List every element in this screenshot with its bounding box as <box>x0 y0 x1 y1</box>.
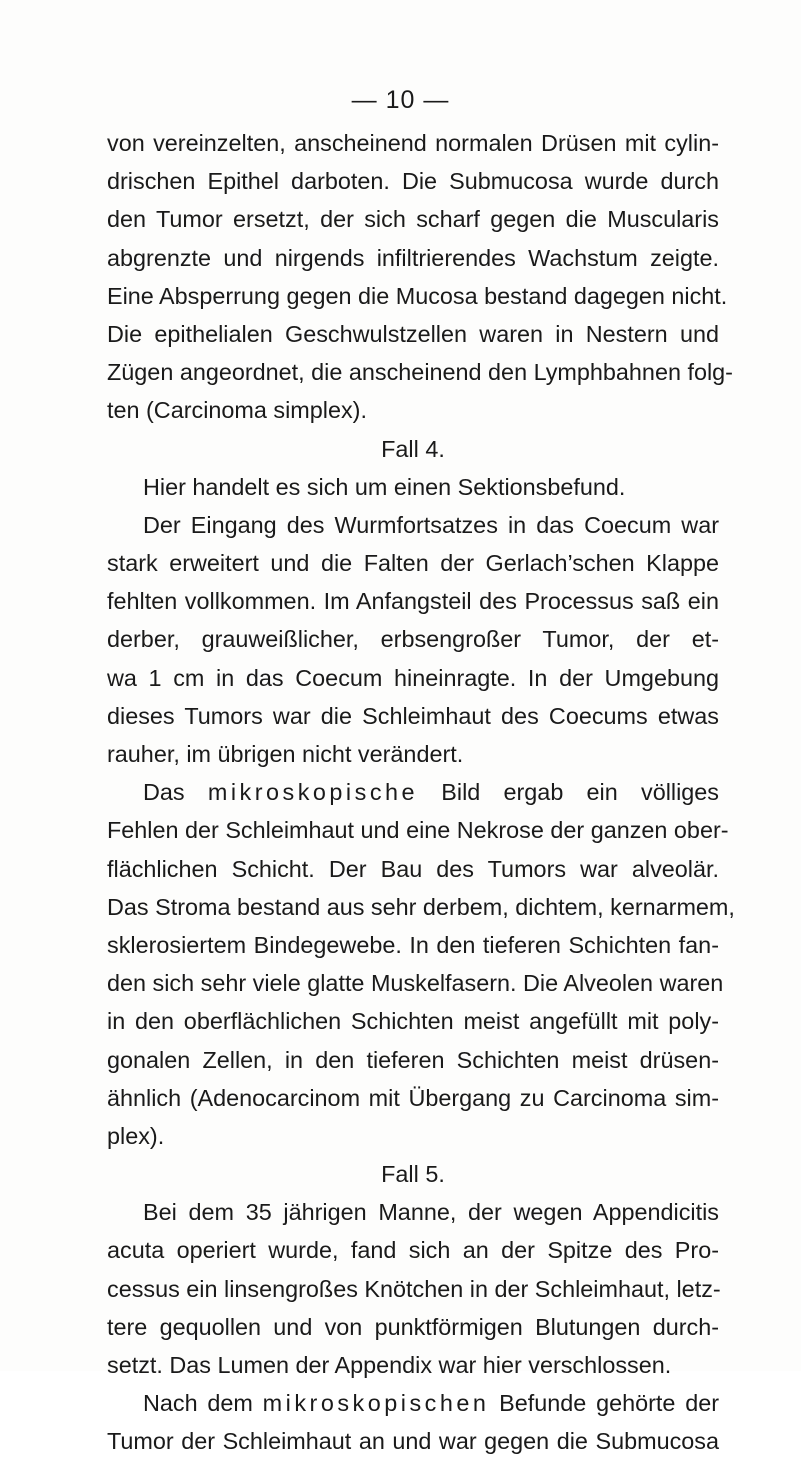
text-line: ten (Carcinoma simplex). <box>107 397 367 424</box>
text-line: in den oberflächlichen Schichten meist angefüllt mit poly- <box>107 1008 719 1035</box>
text-line: cessus ein linsengroßes Knötchen in der Schleimhaut, letz- <box>107 1275 721 1302</box>
text-line: tere gequollen und von punktförmigen Blutungen durch- <box>107 1313 719 1340</box>
text-line: dieses Tumors war die Schleimhaut des Coecums etwas <box>107 702 719 729</box>
text-line <box>107 1384 719 1422</box>
text-line: acuta operiert wurde, fand sich an der Spitze des Pro- <box>107 1237 719 1264</box>
text-run: Nach dem <box>143 1390 253 1417</box>
text-line: wa 1 cm in das Coecum hineinragte. In der Umgebung <box>107 664 719 691</box>
emphasized-term: mikroskopische <box>207 779 419 806</box>
case-heading: Fall 5. <box>381 1161 445 1188</box>
text-line: fehlten vollkommen. Im Anfangsteil des Processus saß ein <box>107 588 719 615</box>
text-line: Eine Absperrung gegen die Mucosa bestand dagegen nicht. <box>107 282 728 309</box>
text-line: plex). <box>107 1122 165 1149</box>
text-line: abgrenzte und nirgends infiltrierendes Wachstum zeigte. <box>107 244 719 271</box>
text-line: Tumor der Schleimhaut an und war gegen die Submucosa <box>107 1428 719 1455</box>
text-line: stark erweitert und die Falten der Gerlach’schen Klappe <box>107 550 719 577</box>
text-line: flächlichen Schicht. Der Bau des Tumors war alveolär. <box>107 855 719 882</box>
text-line: rauher, im übrigen nicht verändert. <box>107 741 464 767</box>
emphasized-term: mikroskopischen <box>262 1390 490 1417</box>
text-line: Bei dem 35 jährigen Manne, der wegen Appendicitis <box>143 1199 719 1226</box>
text-line: gonalen Zellen, in den tieferen Schichten meist drüsen- <box>107 1046 719 1073</box>
body-text <box>107 124 735 1461</box>
text-line: ähnlich (Adenocarcinom mit Übergang zu Carcinoma sim- <box>107 1084 719 1111</box>
text-line: Fehlen der Schleimhaut und eine Nekrose der ganzen ober- <box>107 817 729 844</box>
text-line <box>107 773 719 811</box>
text-line: derber, grauweißlicher, erbsengroßer Tumor, der et- <box>107 626 719 653</box>
text-line: sklerosiertem Bindegewebe. In den tieferen Schichten fan- <box>107 931 719 958</box>
text-line: Zügen angeordnet, die anscheinend den Lymphbahnen folg- <box>107 359 733 386</box>
text-line: Der Eingang des Wurmfortsatzes in das Coecum war <box>143 511 719 538</box>
text-line: Die epithelialen Geschwulstzellen waren in Nestern und <box>107 320 719 347</box>
text-run: Befunde gehörte der <box>499 1390 719 1417</box>
case-heading: Fall 4. <box>381 435 445 462</box>
text-line: den sich sehr viele glatte Muskelfasern. Die Alveolen waren <box>107 970 724 997</box>
text-line: setzt. Das Lumen der Appendix war hier verschlossen. <box>107 1352 672 1378</box>
text-line: drischen Epithel darboten. Die Submucosa wurde durch <box>107 168 719 195</box>
text-run: Bild ergab ein völliges <box>441 779 720 806</box>
text-line: den Tumor ersetzt, der sich scharf gegen die Muscularis <box>107 206 719 233</box>
text-line: von vereinzelten, anscheinend normalen Drüsen mit cylin- <box>107 130 719 156</box>
text-line: Hier handelt es sich um einen Sektionsbefund. <box>143 473 626 500</box>
page-number: — 10 — <box>351 86 450 114</box>
text-line: Das Stroma bestand aus sehr derbem, dichtem, kernarmem, <box>107 893 735 920</box>
text-run: Das <box>143 779 185 806</box>
